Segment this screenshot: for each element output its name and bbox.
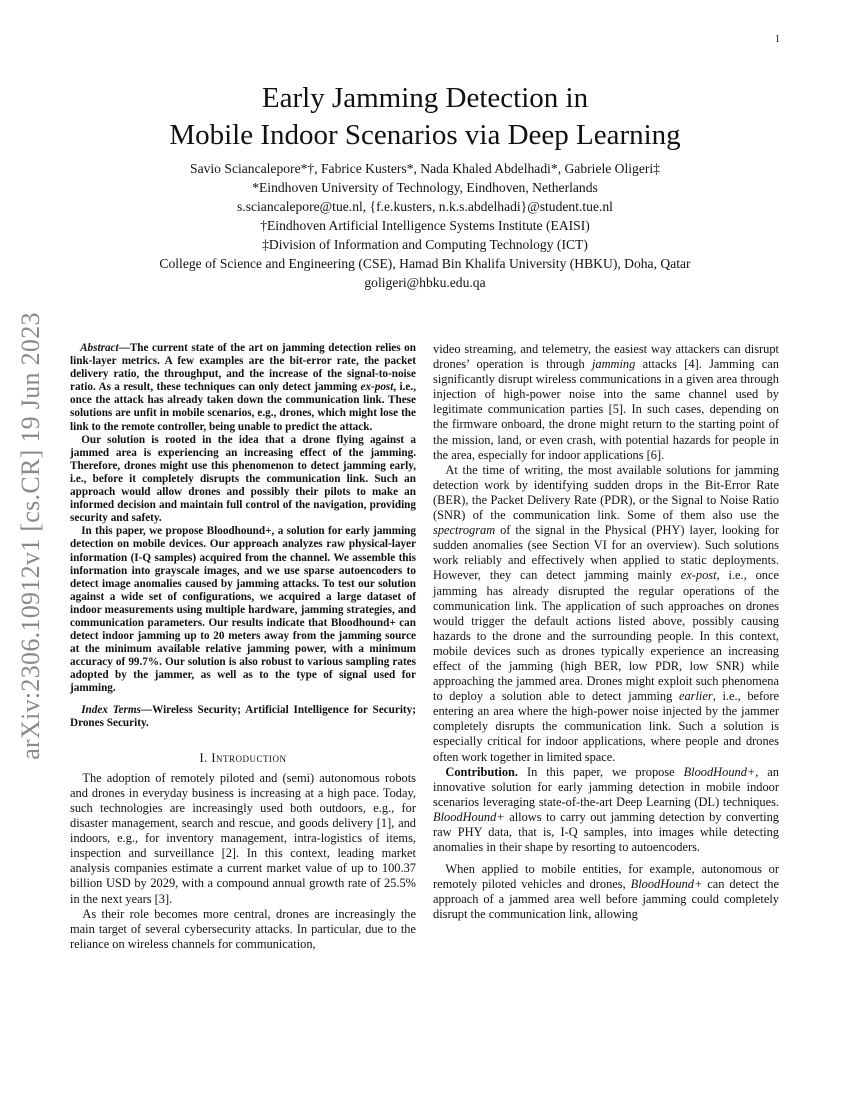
arxiv-identifier: arXiv:2306.10912v1 [cs.CR] 19 Jun 2023 [16, 312, 46, 760]
section-heading-introduction: I. Introduction [199, 750, 287, 765]
contribution-label: Contribution. [445, 764, 519, 779]
paper-header [90, 80, 760, 292]
affiliation-line: goligeri@hbku.edu.qa [364, 275, 486, 290]
body-paragraph: When applied to mobile entities, for example, autonomous or remotely piloted vehicles and drones, BloodHound+ can detect the approach of a jammed area well before jamming could completely disrupt the communication link, allowing [433, 862, 779, 922]
affiliation-line: ‡Division of Information and Computing Technology (ICT) [262, 237, 588, 252]
introduction-body-left [70, 771, 416, 952]
index-terms-label: Index Terms [81, 703, 141, 716]
paper-title [90, 80, 760, 154]
affiliation-line: s.sciancalepore@tue.nl, {f.e.kusters, n.k.s.abdelhadi}@student.tue.nl [237, 199, 613, 214]
arxiv-identifier-stamp [8, 296, 54, 776]
author-block [90, 159, 760, 292]
body-paragraph: At the time of writing, the most available solutions for jamming detection work by identifying sudden drops in the Bit-Error Rate (BER), the Packet Delivery Rate (PDR), or the Signal to Noise Ratio (SNR) of the communication link. Some of them also use the spectrogram of the signal in the Physical (PHY) layer, looking for sudden anomalies (see Section VI for an overview). Such solutions work reliably and effectively when applied to static deployments. However, they can detect jamming mainly ex-post, i.e., once jamming has already disrupted the regular operations of the communication link. The application of such approaches on drones would trigger the default actions listed above, possibly causing hazards to the drone and the surrounding people. In this context, mobile devices such as drones typically experience an increasing effect of the jamming (high BER, low PDR, low SNR) while approaching the jammed area. Drones might exploit such phenomena to deploy a solution able to detect jamming earlier, i.e., before entering an area where the high-power noise injected by the jammer completely disrupts the communication link. Such a solution is especially critical for indoor applications, where people and drones often work together in limited space. [433, 462, 779, 764]
page-number: 1 [775, 34, 780, 45]
left-column [70, 342, 416, 952]
index-terms: Index Terms—Wireless Security; Artificial Intelligence for Security; Drones Security. [70, 703, 416, 729]
abstract-paragraph: Abstract—The current state of the art on jamming detection relies on link-layer metrics. A few examples are the bit-error rate, the packet delivery ratio, the throughput, and the increase of the signal-to-noise ratio. As a result, these techniques can only detect jamming ex-post, i.e., once the attack has already taken down the communication link. These solutions are unfit in mobile scenarios, e.g., drones, which might lose the link to the remote controller, being unable to predict the attack. [70, 342, 416, 433]
abstract-paragraph: Our solution is rooted in the idea that a drone flying against a jammed area is experiencing an increasing effect of the jamming. Therefore, drones might use this phenomenon to detect jamming early, i.e., before it completely disrupts the communication link. Such an approach would allow drones and possibly their pilots to make an informed decision and maintain full control of the navigation, providing security and safety. [70, 433, 416, 525]
abstract-paragraph: In this paper, we propose Bloodhound+, a solution for early jamming detection on mobile devices. Our approach analyzes raw physical-layer information (I-Q samples) acquired from the channel. We assemble this information into grayscale images, and we use sparse autoencoders to detect image anomalies caused by jamming attacks. To test our solution against a wide set of configurations, we acquired a large dataset of indoor measurements using multiple hardware, jamming strategies, and communication parameters. Our results indicate that Bloodhound+ can detect indoor jamming up to 20 meters away from the jamming source at the minimum available relative jamming power, with a minimum accuracy of 99.7%. Our solution is also robust to various sampling rates adopted by the jammer, as well as to the type of signal used for jamming. [70, 525, 416, 695]
title-line-1: Early Jamming Detection in [261, 82, 589, 114]
contribution-paragraph: Contribution. In this paper, we propose BloodHound+, an innovative solution for early jamming detection in mobile indoor scenarios leveraging state-of-the-art Deep Learning (DL) techniques. BloodHound+ allows to carry out jamming detection by converting raw PHY data, that is, I-Q samples, into images while detecting anomalies in their shape by resorting to autoencoders. [433, 764, 779, 855]
abstract [70, 342, 416, 696]
right-column [433, 342, 779, 923]
affiliation-line: †Eindhoven Artificial Intelligence Systems Institute (EAISI) [260, 218, 590, 233]
body-paragraph: As their role becomes more central, drones are increasingly the main target of several cybersecurity attacks. In particular, due to the reliance on wireless channels for communication, [70, 906, 416, 951]
title-line-2: Mobile Indoor Scenarios via Deep Learning [169, 119, 681, 151]
body-paragraph: The adoption of remotely piloted and (semi) autonomous robots and drones in everyday business is increasing at a high pace. Today, such technologies are increasingly used both outdoors, e.g., for disaster management, search and rescue, and goods delivery [1], and indoors, e.g., for inventory management, intra-logistics of items, inspection and surveillance [2]. In this context, leading market analysis companies estimate a current market value of up to 100.37 billion USD by 2029, with a compound annual growth rate of 25.5% in the next years [3]. [70, 770, 416, 906]
affiliation-line: College of Science and Engineering (CSE), Hamad Bin Khalifa University (HBKU), Doha, Qatar [159, 256, 691, 271]
affiliation-line: *Eindhoven University of Technology, Eindhoven, Netherlands [252, 180, 598, 195]
authors: Savio Sciancalepore*†, Fabrice Kusters*, Nada Khaled Abdelhadi*, Gabriele Oligeri‡ [190, 161, 660, 176]
body-paragraph: video streaming, and telemetry, the easiest way attackers can disrupt drones’ operation is through jamming attacks [4]. Jamming can significantly disrupt wireless communications in a given area through injection of high-power noise into the same channel used by legitimate communication parties [5]. In such cases, depending on the firmware onboard, the drone might return to the starting point of the mission, land, or even crash, with potential hazards for people in the area, especially for indoor applications [6]. [433, 342, 780, 462]
abstract-label: Abstract [80, 342, 119, 354]
